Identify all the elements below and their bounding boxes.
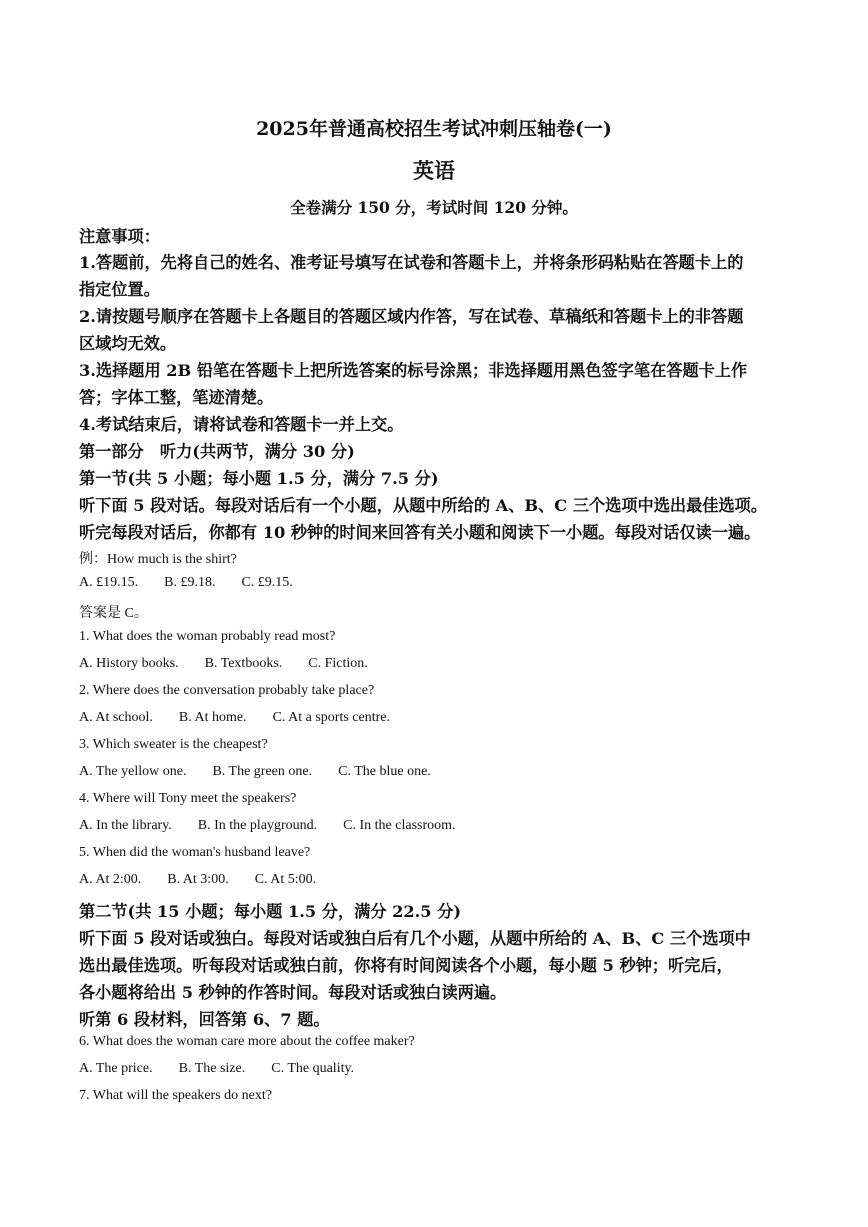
option: C. The blue one. (338, 764, 431, 779)
example-answer: 答案是 C。 (79, 606, 148, 621)
question-options (79, 764, 431, 780)
notes-heading: 注意事项： (79, 227, 160, 246)
subject-title: 英语 (413, 158, 455, 183)
question: 1. What does the woman probably read most? (79, 629, 336, 644)
option: B. In the playground. (197, 818, 318, 833)
section1-title: 第一节(共 5 小题；每小题 1.5 分，满分 7.5 分) (79, 469, 439, 488)
notes-line: 4.考试结束后，请将试卷和答题卡一并上交。 (79, 415, 404, 434)
option: A. At 2:00. (79, 872, 142, 887)
notes-line: 区域均无效。 (79, 334, 177, 353)
section2-instruction: 各小题将给出 5 秒钟的作答时间。每段对话或独白读两遍。 (79, 983, 507, 1002)
exam-info: 全卷满分 150 分，考试时间 120 分钟。 (290, 198, 578, 217)
notes-line: 1.答题前，先将自己的姓名、准考证号填写在试卷和答题卡上，并将条形码粘贴在答题卡上的 (79, 253, 744, 272)
option: B. The size. (178, 1061, 246, 1076)
option: B. The green one. (212, 764, 313, 779)
question: 6. What does the woman care more about the coffee maker? (79, 1034, 415, 1049)
notes-line: 2.请按题号顺序在答题卡上各题目的答题区域内作答，写在试卷、草稿纸和答题卡上的非答题 (79, 307, 744, 326)
section2-instruction: 听下面 5 段对话或独白。每段对话或独白后有几个小题，从题中所给的 A、B、C 三个选项中 (79, 929, 751, 948)
question-options (79, 872, 316, 888)
question: 5. When did the woman's husband leave? (79, 845, 311, 860)
option: B. At home. (178, 710, 247, 725)
notes-line: 3.选择题用 2B 铅笔在答题卡上把所选答案的标号涂黑；非选择题用黑色签字笔在答题卡上作 (79, 361, 748, 380)
section2-instruction: 选出最佳选项。听每段对话或独白前，你将有时间阅读各个小题，每小题 5 秒钟；听完后， (79, 956, 733, 975)
question-options (79, 710, 390, 726)
option: A. £19.15. (79, 575, 139, 590)
option: C. At a sports centre. (272, 710, 390, 725)
example-options (79, 575, 293, 591)
option: A. History books. (79, 656, 179, 671)
option: C. £9.15. (241, 575, 293, 590)
option: C. In the classroom. (343, 818, 456, 833)
option: A. At school. (79, 710, 153, 725)
exam-title: 2025年普通高校招生考试冲刺压轴卷(一) (256, 118, 612, 140)
example-question: 例：How much is the shirt? (79, 552, 237, 567)
section1-instruction: 听完每段对话后，你都有 10 秒钟的时间来回答有关小题和阅读下一小题。每段对话仅读一遍。 (79, 523, 761, 542)
question: 4. Where will Tony meet the speakers? (79, 791, 297, 806)
option: A. In the library. (79, 818, 172, 833)
option: B. At 3:00. (167, 872, 229, 887)
section2-title: 第二节(共 15 小题；每小题 1.5 分，满分 22.5 分) (79, 902, 462, 921)
option: B. Textbooks. (204, 656, 283, 671)
option: C. At 5:00. (254, 872, 317, 887)
notes-line: 答；字体工整，笔迹清楚。 (79, 388, 274, 407)
section1-instruction: 听下面 5 段对话。每段对话后有一个小题，从题中所给的 A、B、C 三个选项中选出最佳选项。 (79, 496, 768, 515)
option: C. Fiction. (308, 656, 368, 671)
question-options (79, 1061, 354, 1077)
question: 7. What will the speakers do next? (79, 1088, 272, 1103)
question: 3. Which sweater is the cheapest? (79, 737, 268, 752)
question-options (79, 656, 368, 672)
option: A. The price. (79, 1061, 153, 1076)
material-heading: 听第 6 段材料，回答第 6、7 题。 (79, 1010, 330, 1029)
question-options (79, 818, 456, 834)
option: C. The quality. (271, 1061, 355, 1076)
option: B. £9.18. (164, 575, 216, 590)
option: A. The yellow one. (79, 764, 187, 779)
question: 2. Where does the conversation probably take place? (79, 683, 375, 698)
notes-line: 指定位置。 (79, 280, 160, 299)
part1-title: 第一部分 听力(共两节，满分 30 分) (79, 442, 355, 461)
